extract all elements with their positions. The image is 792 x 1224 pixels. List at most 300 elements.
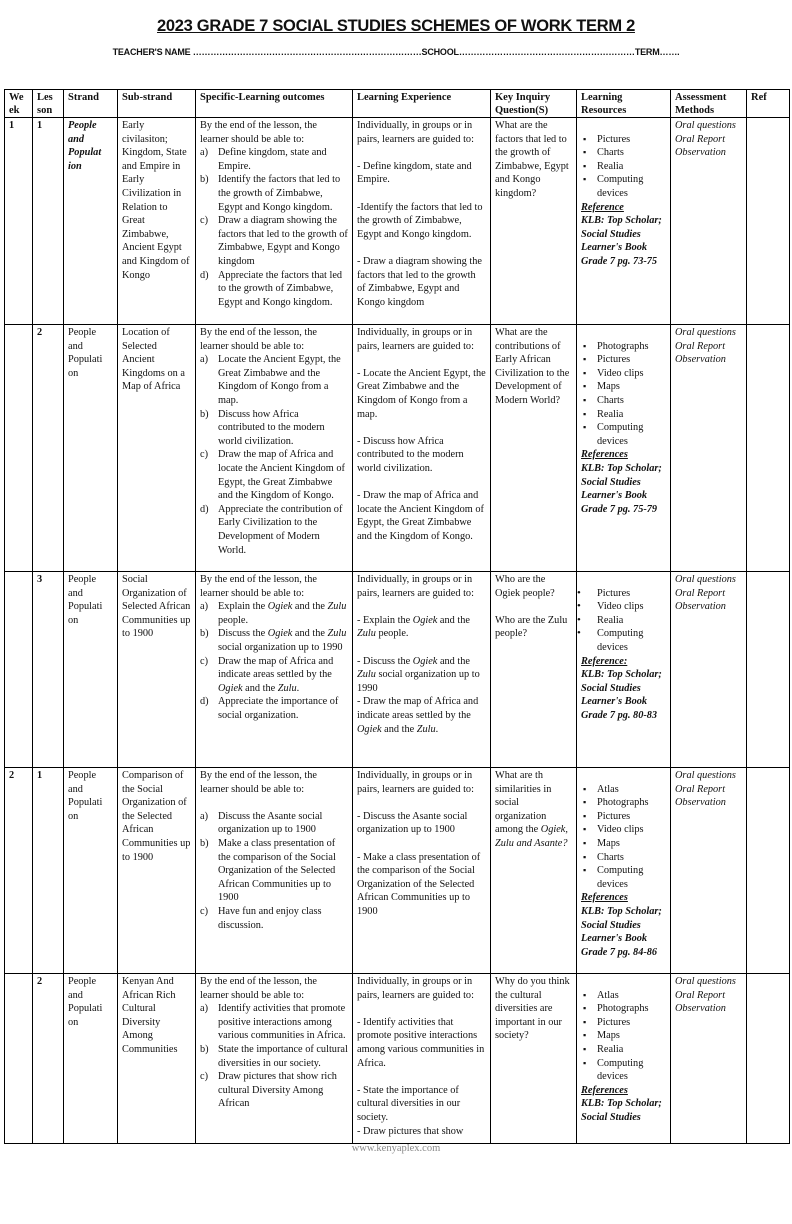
lesson-number: 1 [37, 120, 43, 131]
substrand-cell [118, 572, 196, 768]
substrand-text: Early civilasiton; Kingdom, State and Empire in Early Civilization in Relation to Great Zimbabwe, Ancient Egypt and Kingdom of Kongo [122, 120, 190, 281]
assessment-cell-content [675, 573, 742, 614]
header-outcomes: Specific-Learning outcomes [196, 90, 353, 118]
lesson-cell-content [37, 573, 59, 587]
text-segment: Have fun and enjoy class discussion. [218, 905, 322, 931]
resource-label: Charts [597, 394, 624, 406]
assessment-cell-content [675, 975, 742, 1016]
experience-intro: Individually, in groups or in pairs, learners are guided to: [357, 574, 474, 599]
outcome-marker: a) [200, 354, 208, 366]
assessment-method: Oral Report [675, 133, 726, 145]
outcome-marker: b) [200, 837, 209, 849]
strand-cell-content [68, 975, 113, 1029]
header-substrand: Sub-strand [118, 90, 196, 118]
resource-label: Pictures [597, 810, 631, 822]
header-experience: Learning Experience [353, 90, 491, 118]
italic-text: Ogiek [412, 614, 438, 626]
experience-item [357, 367, 486, 421]
inquiry-cell [491, 325, 577, 572]
resource-item [581, 340, 666, 354]
text-segment: . [435, 723, 439, 735]
outcome-marker: c) [200, 215, 208, 227]
lesson-number: 2 [37, 327, 43, 338]
assessment-method: Observation [675, 601, 726, 613]
outcomes-cell-content [200, 326, 348, 557]
resource-item [581, 394, 666, 408]
experience-cell-content [357, 573, 486, 736]
resource-label: Pictures [597, 133, 631, 145]
text-segment: Locate the Ancient Egypt, the Great Zimbabwe and the Kingdom of Kongo from a map. [218, 354, 341, 406]
outcome-item [200, 1002, 348, 1043]
ref-cell [747, 118, 790, 325]
assessment-method: Oral Report [675, 783, 726, 795]
outcome-marker: a) [200, 601, 208, 613]
experience-cell-content [357, 975, 486, 1138]
resource-label: Computing devices [597, 628, 644, 653]
resource-label: Charts [597, 851, 624, 863]
experience-item [357, 1084, 486, 1125]
strand-text: People and Populati on [68, 976, 103, 1028]
text-segment: What are the factors that led to the growth of Zimbabwe, Egypt and Kongo kingdom? [495, 120, 569, 199]
text-segment: Appreciate the factors that led to the growth of Zimbabwe, Egypt and Kongo kingdom. [218, 269, 343, 308]
resource-item [581, 421, 666, 448]
substrand-cell-content [122, 769, 191, 864]
outcomes-list [200, 600, 348, 722]
resource-label: Realia [597, 1043, 624, 1055]
resource-item [581, 837, 666, 851]
resource-label: Video clips [597, 367, 644, 379]
bullet-icon: ▪ [583, 408, 587, 419]
bullet-icon: ▪ [583, 340, 587, 351]
text-segment: Draw pictures that show rich cultural Diversity Among African [218, 1071, 337, 1110]
scheme-table [4, 89, 790, 1144]
lesson-cell-content [37, 975, 59, 989]
bullet-icon: ▪ [583, 422, 587, 433]
resource-item [577, 600, 666, 614]
resources-cell [577, 572, 671, 768]
teacher-school-term-line: TEACHER'S NAME ……………………………………………………………………SCHOOL……………………………………………………TERM……. [112, 47, 680, 57]
outcomes-cell-content [200, 119, 348, 309]
assessment-method: Oral Report [675, 587, 726, 599]
resource-item [577, 613, 666, 628]
table-row [5, 325, 790, 572]
resources-cell [577, 325, 671, 572]
ref-cell [747, 572, 790, 768]
strand-cell [64, 118, 118, 325]
text-segment: -Identify the factors that led to the growth of Zimbabwe, Egypt and Kongo kingdom. [357, 201, 483, 240]
text-segment: Identify the factors that led to the growth of Zimbabwe, Egypt and Kongo kingdom. [218, 174, 341, 213]
text-segment: - Discuss how Africa contributed to the modern world civilization. [357, 435, 464, 474]
experience-cell [353, 974, 491, 1144]
text-segment: - Locate the Ancient Egypt, the Great Zimbabwe and the Kingdom of Kongo from a map. [357, 367, 486, 420]
strand-cell [64, 572, 118, 768]
reference-heading: References [581, 1084, 628, 1096]
bullet-icon: ▪ [583, 989, 587, 1000]
lesson-cell [33, 572, 64, 768]
resource-label: Maps [597, 1030, 620, 1042]
italic-text: Ogiek [267, 601, 293, 613]
text-segment: - Explain the [357, 614, 413, 626]
text-segment: Discuss the Asante social organization up to 1900 [218, 810, 323, 836]
text-segment: Appreciate the contribution of Early Civilization to the Development of Modern World. [218, 503, 343, 556]
text-segment: Make a class presentation of the comparison of the Social Organization of the Selected African Communities up to 1900 [218, 837, 336, 904]
bullet-icon: ▪ [583, 174, 587, 185]
resources-cell-content [581, 783, 666, 960]
strand-text: People and Populati on [68, 574, 103, 626]
experience-item [357, 489, 486, 543]
outcome-item [200, 1043, 348, 1070]
outcomes-cell [196, 572, 353, 768]
text-segment: - Draw the map of Africa and indicate areas settled by the [357, 696, 479, 721]
reference-heading: References [581, 449, 628, 461]
outcome-marker: c) [200, 655, 208, 667]
header-ref: Ref [747, 90, 790, 118]
resources-cell-content [581, 133, 666, 269]
resource-item [581, 173, 666, 200]
reference-heading: Reference: [581, 655, 628, 667]
resources-cell [577, 118, 671, 325]
bullet-icon: ▪ [583, 367, 587, 378]
resources-cell [577, 768, 671, 974]
inquiry-question [495, 769, 572, 851]
outcome-item [200, 837, 348, 905]
experience-intro: Individually, in groups or in pairs, learners are guided to: [357, 976, 474, 1001]
ref-cell [747, 974, 790, 1144]
text-segment: - Draw a diagram showing the factors that led to the growth of Zimbabwe, Egypt and Kongo kingdom [357, 255, 482, 308]
experience-cell [353, 572, 491, 768]
bullet-icon: • [577, 600, 581, 613]
outcomes-list [200, 353, 348, 557]
outcome-marker: a) [200, 1003, 208, 1015]
resource-item [581, 353, 666, 367]
resource-item [577, 586, 666, 601]
inquiry-question [495, 326, 572, 408]
resource-item [581, 146, 666, 160]
resource-item [581, 796, 666, 810]
bullet-icon: ▪ [583, 810, 587, 821]
substrand-cell-content [122, 975, 191, 1057]
strand-text: People and Populati on [68, 770, 103, 822]
text-segment: and the [292, 601, 328, 613]
text-segment: - Define kingdom, state and Empire. [357, 160, 472, 186]
inquiry-question [495, 573, 572, 600]
text-segment: and the [242, 682, 278, 694]
experience-intro: Individually, in groups or in pairs, learners are guided to: [357, 770, 474, 795]
resource-item [581, 1057, 666, 1084]
outcomes-intro: By the end of the lesson, the learner should be able to: [200, 574, 317, 599]
resources-cell-content [577, 586, 666, 723]
resource-label: Charts [597, 147, 624, 159]
header-strand: Strand [64, 90, 118, 118]
bullet-icon: ▪ [583, 394, 587, 405]
experience-item [357, 810, 486, 837]
assessment-method: Oral Report [675, 989, 726, 1001]
header-inquiry: Key Inquiry Question(S) [491, 90, 577, 118]
resource-item [581, 380, 666, 394]
resource-label: Photographs [597, 340, 649, 352]
bullet-icon: • [577, 613, 581, 626]
resource-item [581, 1029, 666, 1043]
italic-text: Ogiek, Zulu and Asante? [495, 824, 568, 849]
resource-label: Atlas [597, 783, 619, 795]
text-segment: Who are the Ogiek people? [495, 574, 555, 599]
assessment-cell-content [675, 326, 742, 367]
resource-item [581, 1002, 666, 1016]
reference-text: KLB: Top Scholar; Social Studies Learner's Book Grade 7 pg. 73-75 [581, 215, 662, 267]
resources-list [577, 586, 666, 655]
italic-text: Zulu [416, 723, 436, 735]
reference-text: KLB: Top Scholar; Social Studies Learner's Book Grade 7 pg. 84-86 [581, 905, 662, 958]
text-segment: Who are the Zulu people? [495, 614, 568, 640]
substrand-text: Kenyan And African Rich Cultural Diversity Among Communities [122, 976, 178, 1055]
substrand-cell-content [122, 573, 191, 641]
assessment-method: Observation [675, 1003, 726, 1015]
resource-label: Pictures [597, 1016, 631, 1028]
assessment-method: Oral questions [675, 120, 736, 131]
strand-text: People and Populat ion [68, 120, 102, 172]
outcome-item [200, 214, 348, 268]
bullet-icon: ▪ [583, 824, 587, 835]
lesson-cell-content [37, 119, 59, 133]
table-body [5, 118, 790, 1144]
outcome-marker: d) [200, 696, 209, 708]
outcome-item [200, 695, 348, 722]
italic-text: Zulu [327, 601, 347, 613]
experience-cell [353, 768, 491, 974]
resource-label: Pictures [597, 354, 631, 366]
inquiry-cell [491, 974, 577, 1144]
table-row [5, 572, 790, 768]
strand-cell-content [68, 119, 113, 173]
table-row [5, 768, 790, 974]
text-segment: What are th similarities in social organization among the [495, 770, 552, 836]
reference-heading: Reference [581, 201, 624, 213]
resource-label: Computing devices [597, 422, 644, 447]
experience-item [357, 160, 486, 187]
italic-text: Ogiek [218, 682, 243, 694]
week-cell [5, 974, 33, 1144]
experience-intro: Individually, in groups or in pairs, learners are guided to: [357, 327, 474, 352]
week-cell-content [9, 119, 28, 133]
header-resources: Learning Resources [577, 90, 671, 118]
reference-text: KLB: Top Scholar; Social Studies [581, 1098, 662, 1123]
bullet-icon: • [577, 586, 581, 599]
outcome-item [200, 1070, 348, 1111]
outcome-item [200, 408, 348, 449]
substrand-cell [118, 325, 196, 572]
ref-cell [747, 768, 790, 974]
reference-text: KLB: Top Scholar; Social Studies Learner's Book Grade 7 pg. 80-83 [581, 669, 662, 721]
week-cell [5, 572, 33, 768]
experience-item [357, 695, 486, 736]
resource-item [581, 1043, 666, 1057]
ref-cell [747, 325, 790, 572]
resource-label: Computing devices [597, 865, 644, 890]
text-segment: Identify activities that promote positive interactions among various communities in Africa. [218, 1003, 346, 1042]
outcome-marker: a) [200, 810, 208, 822]
text-segment: and the [381, 723, 417, 735]
substrand-text: Location of Selected Ancient Kingdoms on a Map of Africa [122, 327, 185, 393]
resource-label: Computing devices [597, 174, 644, 199]
outcome-item [200, 905, 348, 932]
week-number: 2 [9, 770, 15, 781]
experience-item [357, 614, 486, 641]
assessment-method: Oral Report [675, 340, 726, 352]
resources-cell-content [581, 989, 666, 1125]
text-segment: - Identify activities that promote positive interactions among various communities in Africa. [357, 1016, 485, 1069]
resource-item [581, 810, 666, 824]
inquiry-question [495, 975, 572, 1043]
text-segment: people. [375, 628, 409, 640]
italic-text: Zulu [357, 628, 376, 640]
inquiry-cell [491, 572, 577, 768]
bullet-icon: ▪ [583, 1030, 587, 1041]
week-cell-content [9, 769, 28, 783]
text-segment: Draw a diagram showing the factors that led to the growth of Zimbabwe, Egypt and Kongo kingdom [218, 215, 348, 267]
resource-label: Video clips [597, 601, 644, 613]
resource-item [581, 367, 666, 381]
outcomes-cell-content [200, 573, 348, 723]
resources-cell [577, 974, 671, 1144]
bullet-icon: ▪ [583, 1016, 587, 1027]
text-segment: - State the importance of cultural diversities in our society. [357, 1084, 461, 1123]
text-segment: people. [218, 614, 249, 626]
outcome-item [200, 655, 348, 696]
italic-text: Ogiek [412, 655, 438, 667]
outcomes-intro: By the end of the lesson, the learner should be able to: [200, 327, 317, 352]
resource-label: Pictures [597, 587, 631, 599]
text-segment: - Draw the map of Africa and locate the Ancient Kingdom of Egypt, the Great Zimbabwe and the Kingdom of Kongo. [357, 490, 484, 542]
lesson-number: 3 [37, 574, 43, 585]
bullet-icon: ▪ [583, 354, 587, 365]
experience-item [357, 851, 486, 919]
inquiry-cell-content [495, 769, 572, 851]
outcome-item [200, 269, 348, 310]
resource-item [581, 408, 666, 422]
reference-heading: References [581, 892, 628, 904]
document-title [0, 17, 792, 36]
bullet-icon: ▪ [583, 381, 587, 392]
assessment-cell [671, 974, 747, 1144]
header-row [5, 90, 790, 118]
experience-item [357, 1125, 486, 1139]
resource-label: Atlas [597, 989, 619, 1001]
footer-link[interactable]: www.kenyaplex.com [351, 1143, 441, 1154]
outcomes-cell [196, 118, 353, 325]
italic-text: Zulu [357, 669, 376, 681]
italic-text: Ogiek [267, 628, 293, 640]
experience-cell [353, 325, 491, 572]
outcome-marker: b) [200, 628, 209, 640]
assessment-cell-content [675, 769, 742, 810]
text-segment: Appreciate the importance of social organization. [218, 696, 339, 721]
outcome-item [200, 448, 348, 502]
experience-cell-content [357, 326, 486, 544]
outcomes-list [200, 1002, 348, 1111]
assessment-cell [671, 325, 747, 572]
text-segment: - Draw pictures that show [357, 1125, 464, 1137]
text-segment: Discuss the [218, 628, 268, 640]
resource-item [581, 851, 666, 865]
resources-list [581, 989, 666, 1084]
inquiry-cell [491, 768, 577, 974]
resource-label: Realia [597, 614, 624, 626]
text-segment: Draw the map of Africa and locate the Ancient Kingdom of Egypt, the Great Zimbabwe and the Kingdom of Kongo. [218, 449, 345, 502]
strand-cell [64, 974, 118, 1144]
italic-text: Zulu [327, 628, 347, 640]
outcome-marker: a) [200, 147, 208, 159]
text-segment: - Discuss the [357, 655, 413, 667]
assessment-method: Oral questions [675, 327, 736, 338]
resource-label: Realia [597, 160, 624, 172]
resources-list [581, 340, 666, 449]
experience-intro: Individually, in groups or in pairs, learners are guided to: [357, 120, 474, 145]
inquiry-cell-content [495, 326, 572, 408]
table-row [5, 118, 790, 325]
week-cell [5, 768, 33, 974]
assessment-cell [671, 572, 747, 768]
resource-label: Maps [597, 381, 620, 393]
resources-list [581, 783, 666, 892]
strand-cell-content [68, 573, 113, 627]
experience-cell-content [357, 119, 486, 309]
inquiry-cell [491, 118, 577, 325]
outcome-item [200, 810, 348, 837]
substrand-cell [118, 974, 196, 1144]
substrand-cell-content [122, 119, 191, 282]
lesson-cell-content [37, 769, 59, 783]
bullet-icon: ▪ [583, 1003, 587, 1014]
text-segment: - Discuss the Asante social organization up to 1900 [357, 810, 468, 836]
substrand-cell [118, 118, 196, 325]
week-cell [5, 118, 33, 325]
outcome-item [200, 503, 348, 557]
experience-item [357, 435, 486, 476]
outcome-item [200, 173, 348, 214]
lesson-number: 2 [37, 976, 43, 987]
bullet-icon: ▪ [583, 1043, 587, 1054]
strand-cell [64, 768, 118, 974]
assessment-cell [671, 118, 747, 325]
table-row [5, 974, 790, 1144]
text-segment: and the [437, 614, 470, 626]
outcomes-intro: By the end of the lesson, the learner should be able to: [200, 120, 317, 145]
strand-cell-content [68, 769, 113, 823]
text-segment: - Make a class presentation of the comparison of the Social Organization of the Selected African Communities up to 1900 [357, 851, 481, 917]
text-segment: social organization up to 1990 [218, 641, 343, 653]
bullet-icon: ▪ [583, 160, 587, 171]
strand-cell-content [68, 326, 113, 380]
outcome-marker: b) [200, 1043, 209, 1055]
substrand-text: Comparison of the Social Organization of the Selected African Communities up to 1900 [122, 770, 191, 863]
resource-label: Computing devices [597, 1057, 644, 1083]
outcome-marker: b) [200, 174, 209, 186]
resources-cell-content [581, 340, 666, 517]
assessment-method: Observation [675, 354, 726, 366]
week-number: 1 [9, 120, 15, 131]
resource-item [581, 783, 666, 797]
text-segment: social organization up to 1990 [357, 669, 480, 694]
resource-item [581, 160, 666, 174]
inquiry-question [495, 614, 572, 641]
lesson-cell [33, 768, 64, 974]
lesson-cell [33, 118, 64, 325]
assessment-method: Oral questions [675, 770, 736, 781]
bullet-icon: ▪ [583, 851, 587, 862]
title-text: 2023 GRADE 7 SOCIAL STUDIES SCHEMES OF WORK TERM 2 [157, 17, 635, 35]
italic-text: Zulu [277, 682, 297, 694]
experience-cell-content [357, 769, 486, 919]
